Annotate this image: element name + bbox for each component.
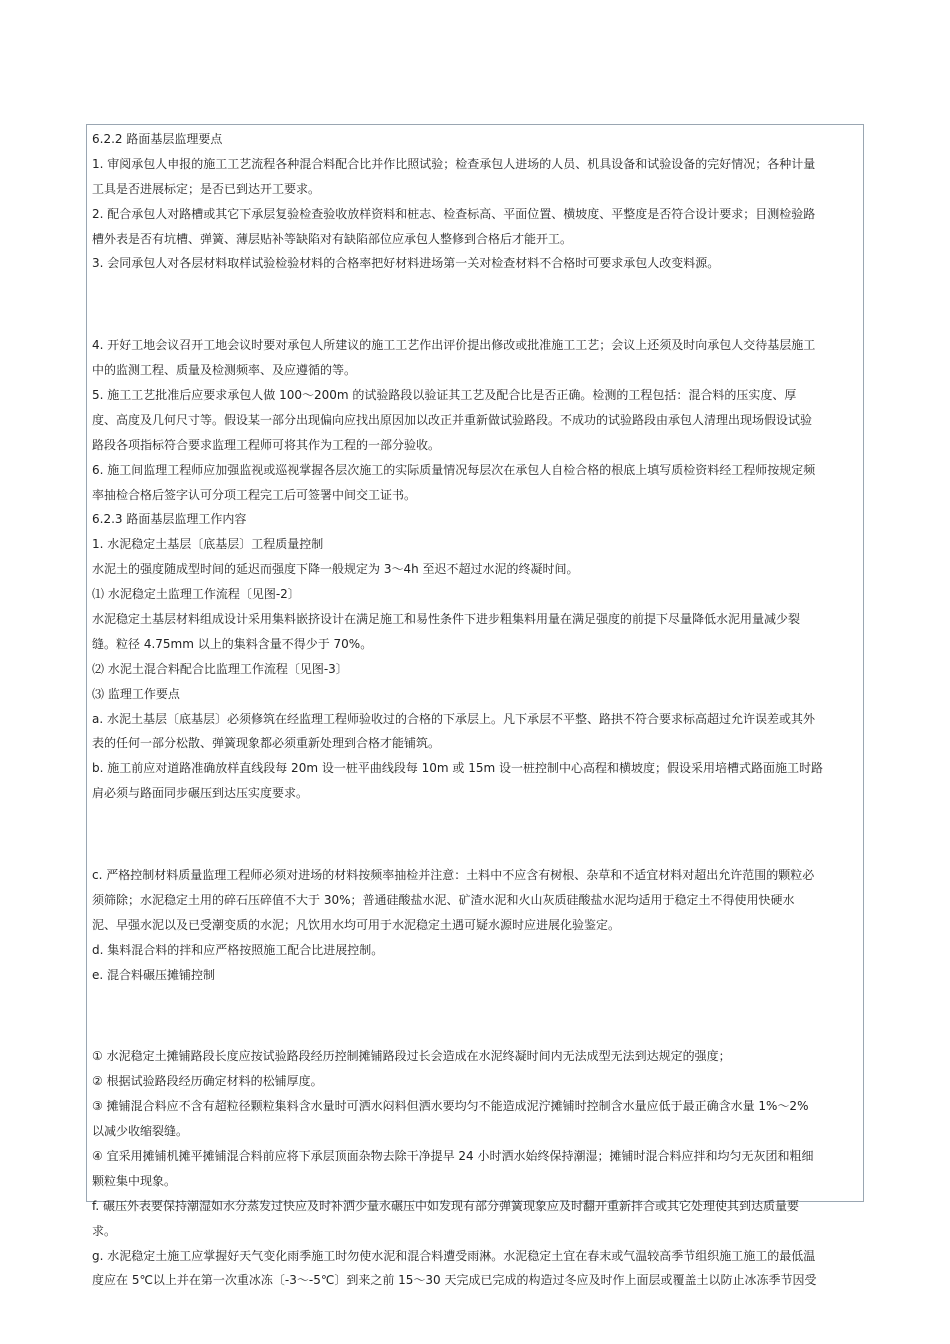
text-line: 6.2.3 路面基层监理工作内容 [92,512,247,527]
document-body [87,125,863,1293]
text-line: 6. 施工间监理工程师应加强监视或巡视掌握各层次施工的实际质量情况每层次在承包人自检合格的根底上填写质检资料经工程师按规定频 [92,462,816,477]
text-line: 6.2.2 路面基层监理要点 [92,132,223,146]
text-line: 颗粒集中现象。 [92,1173,177,1188]
text-line: 求。 [92,1223,117,1238]
blank-line [92,292,863,317]
text-line: 肩必须与路面同步碾压到达压实度要求。 [92,786,309,801]
text-line: ② 根据试验路段经历确定材料的松铺厚度。 [92,1074,323,1089]
text-line: ⑶ 监理工作要点 [92,686,180,701]
text-line: 缝。粒径 4.75mm 以上的集料含量不得少于 70%。 [92,636,373,651]
text-line: ⑵ 水泥土混合料配合比监理工作流程〔见图-3〕 [92,661,348,676]
text-line: c. 严格控制材料质量监理工程师必须对进场的材料按频率抽检并注意：土料中不应含有树根、杂草和不适宜材料对超出允许范围的颗粒必 [92,868,815,883]
text-line: ③ 摊铺混合料应不含有超粒径颗粒集料含水量时可洒水闷料但洒水要均匀不能造成泥泞摊铺时控制含水量应低于最正确含水量 1%～2% [92,1099,809,1114]
text-line: 须筛除；水泥稳定土用的碎石压碎值不大于 30%；普通硅酸盐水泥、矿渣水泥和火山灰质硅酸盐水泥均适用于稳定土不得使用快硬水 [92,892,795,907]
text-line: e. 混合料碾压摊铺控制 [92,967,216,982]
text-line: ④ 宜采用摊铺机摊平摊铺混合料前应将下承层顶面杂物去除干净提早 24 小时洒水始终保持潮湿；摊铺时混合料应拌和均匀无灰团和粗细 [92,1148,814,1163]
text-line: 3. 会同承包人对各层材料取样试验检验材料的合格率把好材料进场第一关对检查材料不合格时可要求承包人改变料源。 [92,256,720,271]
text-line: 1. 审阅承包人申报的施工工艺流程各种混合料配合比并作比照试验；检查承包人进场的人员、机具设备和试验设备的完好情况；各种计量 [92,156,816,171]
text-line: g. 水泥稳定土施工应掌握好天气变化雨季施工时勿使水泥和混合料遭受雨淋。水泥稳定土宜在春末或气温较高季节组织施工施工的最低温 [92,1248,816,1263]
text-line: b. 施工前应对道路准确放样直线段每 20m 设一桩平曲线段每 10m 或 15m 设一桩控制中心高程和横坡度；假设采用培槽式路面施工时路 [92,761,824,776]
text-line: 1. 水泥稳定土基层〔底基层〕工程质量控制 [92,537,324,552]
blank-line [92,1004,863,1029]
text-line: 中的监测工程、质量及检测频率、及应遵循的等。 [92,363,357,378]
blank-line [92,822,863,847]
text-line: 2. 配合承包人对路槽或其它下承层复验检查验收放样资料和桩志、检查标高、平面位置、横坡度、平整度是否符合设计要求；目测检验路 [92,206,816,221]
text-line: 率抽检合格后签字认可分项工程完工后可签署中间交工证书。 [92,487,417,502]
text-line: 槽外表是否有坑槽、弹簧、薄层贴补等缺陷对有缺陷部位应承包人整修到合格后才能开工。 [92,231,573,246]
text-line: 4. 开好工地会议召开工地会议时要对承包人所建议的施工工艺作出评价提出修改或批准施工工艺；会议上还须及时向承包人交待基层施工 [92,338,816,353]
text-line: 水泥土的强度随成型时间的延迟而强度下降一般规定为 3～4h 至迟不超过水泥的终凝时间。 [92,562,579,577]
text-line: 路段各项指标符合要求监理工程师可将其作为工程的一部分验收。 [92,437,441,452]
text-line: f. 碾压外表要保持潮湿如水分蒸发过快应及时补洒少量水碾压中如发现有部分弹簧现象应及时翻开重新拌合或其它处理使其到达质量要 [92,1198,799,1213]
text-line: 表的任何一部分松散、弹簧现象都必须重新处理到合格才能铺筑。 [92,736,441,751]
text-line: 度应在 5℃以上并在第一次重冰冻〔-3～-5℃〕到来之前 15～30 天完成已完成的构造过冬应及时作上面层或覆盖土以防止冰冻季节因受 [92,1273,817,1288]
text-line: 泥、早强水泥以及已受潮变质的水泥；凡饮用水均可用于水泥稳定土遇可疑水源时应进展化验鉴定。 [92,917,621,932]
text-line: 工具是否进展标定；是否已到达开工要求。 [92,181,321,196]
text-line: 度、高度及几何尺寸等。假设某一部分出现偏向应找出原因加以改正并重新做试验路段。不成功的试验路段由承包人清理出现场假设试验 [92,412,813,427]
text-line: 5. 施工工艺批准后应要求承包人做 100～200m 的试验路段以验证其工艺及配合比是否正确。检测的工程包括：混合料的压实度、厚 [92,388,797,403]
text-line: ⑴ 水泥稳定土监理工作流程〔见图-2〕 [92,587,300,602]
text-line: d. 集料混合料的拌和应严格按照施工配合比进展控制。 [92,942,384,957]
text-line: a. 水泥土基层〔底基层〕必须修筑在经监理工程师验收过的合格的下承层上。凡下承层不平整、路拱不符合要求标高超过允许误差或其外 [92,711,815,726]
text-line: ① 水泥稳定土摊铺路段长度应按试验路段经历控制摊铺路段过长会造成在水泥终凝时间内无法成型无法到达规定的强度； [92,1049,731,1064]
content-frame [86,124,864,1288]
text-line: 水泥稳定土基层材料组成设计采用集料嵌挤设计在满足施工和易性条件下进步粗集料用量在满足强度的前提下尽量降低水泥用量减少裂 [92,612,801,627]
text-line: 以减少收缩裂缝。 [92,1124,189,1139]
